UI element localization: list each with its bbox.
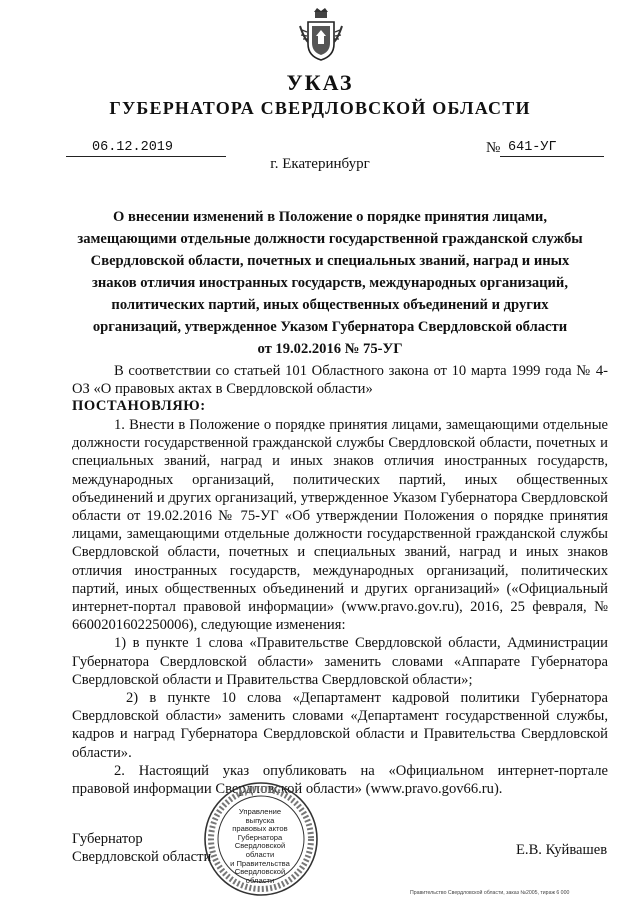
stamp-line: и Правительства xyxy=(230,858,290,868)
heading-line: Свердловской области, почетных и специальных званий, наград и иных xyxy=(90,253,570,269)
item-1-paragraph: 1. Внести в Положение о порядке принятия лицами, замещающими отдельные должности государственной гражданской службы Свердловской области, почетных и специальных званий, наград и иных знаков отличия иностранных государств, международных организаций, политических партий, иных общественных объединений и других организаций, утвержденное Указом Губернатора Свердловской области от 19.02.2016 № 75-УГ «Об утверждении Положения о порядке принятия лицами, замещающими отдельные должности государственной гражданской службы Свердловской области, почетных и специальных званий, наград и иных знаков отличия иностранных государств, международных организаций, политических партий, иных общественных объединений и других организаций» («Официальный интернет-портал правовой информации» (www.pravo.gov.ru), 2016, 25 февраля, № 6600201602250006), следующие изменения: xyxy=(72,417,608,634)
document-number: 641-УГ xyxy=(508,140,557,155)
item-2-paragraph: 2. Настоящий указ опубликовать на «Официальном интернет-портале правовой информации Свердловской области» (www.pravo.gov66.ru). xyxy=(72,762,608,798)
heading-line: О внесении изменений в Положение о порядке принятия лицами, xyxy=(113,209,547,225)
heading-line: знаков отличия иностранных государств, международных организаций, xyxy=(92,275,568,291)
document-date: 06.12.2019 xyxy=(92,140,174,155)
item-1-2-paragraph: 2) в пункте 10 слова «Департамент кадровой политики Губернатора Свердловской области» заменить словами «Департамент государственной службы, кадров и наград Губернатора Свердловской области и Правительства Свердловской области». xyxy=(72,690,608,761)
signatory-position xyxy=(72,830,211,866)
item-1-1-paragraph: 1) в пункте 1 слова «Правительстве Свердловской области, Администрации Губернатора Свердловской области» заменить словами «Аппарате Губернатора Свердловской области и Правительства Свердловской области»; xyxy=(72,635,608,688)
position-line: Свердловской области xyxy=(72,849,212,865)
coat-of-arms-icon xyxy=(298,8,344,69)
number-sign: № xyxy=(486,140,501,156)
heading-line: от 19.02.2016 № 75-УГ xyxy=(257,341,403,357)
intro-paragraph: В соответствии со статьей 101 Областного закона от 10 марта 1999 года № 4-ОЗ «О правовых актах в Свердловской области» xyxy=(72,363,608,398)
decree-heading xyxy=(60,206,600,360)
city: г. Екатеринбург xyxy=(270,156,370,172)
stamp-line: Свердловской области xyxy=(234,841,286,859)
stamp-line: выпуска xyxy=(245,815,275,825)
heading-line: политических партий, иных общественных объединений и других xyxy=(111,297,549,313)
signatory-name: Е.В. Куйвашев xyxy=(516,842,608,858)
heading-line: замещающими отдельные должности государственной гражданской службы xyxy=(77,231,583,247)
intro-block xyxy=(72,362,608,398)
decree-word: ПОСТАНОВЛЯЮ: xyxy=(72,398,206,414)
stamp-text xyxy=(220,808,300,885)
document-subtitle: ГУБЕРНАТОРА СВЕРДЛОВСКОЙ ОБЛАСТИ xyxy=(109,98,531,118)
stamp-line: области xyxy=(245,875,275,885)
stamp-line: Губернатора xyxy=(237,832,283,842)
print-footer: Правительство Свердловской области, заказ №2005, тираж 6 000 xyxy=(410,890,570,896)
stamp-line: Управление xyxy=(238,807,282,816)
position-line: Губернатор xyxy=(72,831,143,847)
stamp-line: Свердловской xyxy=(234,867,286,877)
decree-body xyxy=(72,416,608,798)
heading-line: организаций, утвержденное Указом Губернатора Свердловской области xyxy=(92,319,568,335)
stamp-line: правовых актов xyxy=(232,824,288,834)
document-title: УКАЗ xyxy=(286,70,354,95)
